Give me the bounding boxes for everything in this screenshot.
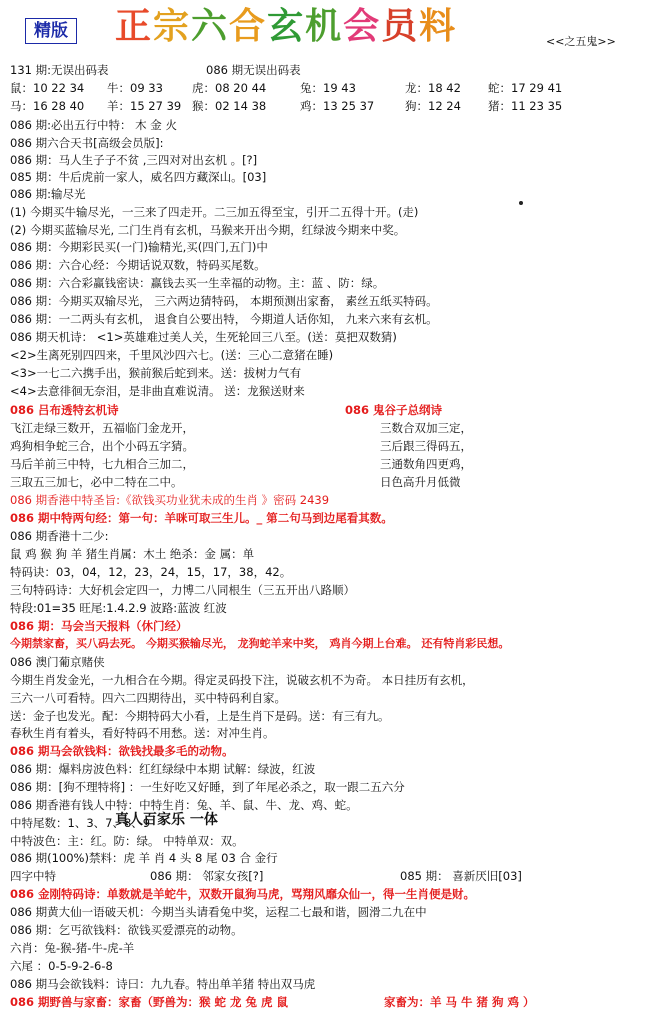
text-line: 086 期：一二两头有玄机， 退食自公要出特， 今期道人话你知， 九来六来有玄机。 (10, 312, 438, 326)
text-line: 086 期：[狗不理特将] ：一生好吃又好睡，到了年尾必杀之，取一跟二五六分 (10, 780, 405, 794)
text-line: 086 期香港十二少: (10, 529, 109, 543)
wild-domestic-left: 086 期野兽与家畜：家畜（野兽为：猴 蛇 龙 兔 虎 鼠 (10, 995, 289, 1009)
two-line-sutra: 086 期中特两句经：第一句：羊咪可取三生儿。_ 第二句马到边尾看其数。 (10, 511, 393, 525)
code-cell: 鼠：10 22 34 (10, 81, 85, 95)
text-line: 086 期：爆料房波色料：红红绿绿中本期 试解：绿波，红波 (10, 762, 316, 776)
poem-right-line: 三通数角四更鸡， (380, 457, 472, 471)
watermark-text: 真人百家乐 一体 (115, 812, 218, 828)
hk-saying: 086 期香港中特圣旨:《欲钱买功业犹未成的生肖 》密码 2439 (10, 493, 330, 507)
text-line: 086 期(100%)禁料：虎 羊 肖 4 头 8 尾 03 合 金行 (10, 851, 278, 865)
four-char-086: 086 期： 邻家女孩[?] (150, 869, 264, 883)
page-title (115, 6, 457, 47)
poem-left-line: 飞江走绿三数开，五福临门金龙开， (10, 421, 194, 435)
title-char: 六 (191, 5, 230, 47)
code-cell: 猴：02 14 38 (192, 99, 267, 113)
code-cell: 鸡：13 25 37 (300, 99, 375, 113)
text-line: 086 期:必出五行中特： 木 金 火 (10, 118, 177, 132)
code-cell: 马：16 28 40 (10, 99, 85, 113)
text-line: 086 期香港有钱人中特：中特生肖：兔、羊、鼠、牛、龙、鸡、蛇。 (10, 798, 358, 812)
table-title-left: 131 期:无误出码表 (10, 63, 109, 77)
text-line: 春秋生肖有着头，看好特码不用愁。送：对冲生肖。 (10, 726, 275, 740)
text-line: 六肖：兔-猴-猪-牛-虎-羊 (10, 941, 135, 955)
text-line: 中特波色：主：红。防：绿。 中特单双：双。 (10, 834, 244, 848)
poem-right-line: 三数合双加三定， (380, 421, 472, 435)
money-riddle-title: 086 期马会欲钱料：欲钱找最多毛的动物。 (10, 744, 234, 758)
text-line: 今期生肖发金光，一九相合在今期。得定灵码投下注，说破玄机不为奇。 本日挂历有玄机， (10, 673, 474, 687)
code-cell: 龙：18 42 (405, 81, 461, 95)
text-line: (1) 今期买牛输尽光，一三来了四走开。二三加五得至宝，引开二五得十开。(走) (10, 205, 419, 219)
horse-report-title: 086 期：马会当天报料（休门经） (10, 619, 188, 633)
text-line: 086 期：六合心经：今期话说双数，特码买尾数。 (10, 258, 266, 272)
text-line: 086 期天机诗： <1>英雄难过美人关，生死轮回三八至。(送：莫把双数猜) (10, 330, 397, 344)
text-line: 086 期马会欲钱料：诗曰：九九春。特出单羊猪 特出双马虎 (10, 977, 316, 991)
text-line: 六尾 ：0-5-9-2-6-8 (10, 959, 113, 973)
stray-dot (519, 201, 523, 205)
king-kong-poem: 086 金刚特码诗：单数就是羊蛇牛，双数开鼠狗马虎，骂翔风靡众仙一，得一生肖便是财。 (10, 887, 476, 901)
table-title-right: 086 期无误出码表 (206, 63, 301, 77)
text-line: <4>去意徘徊无奈泪，是非曲直难说清。 送：龙猴送财来 (10, 384, 305, 398)
code-cell: 蛇：17 29 41 (488, 81, 563, 95)
title-char: 合 (229, 5, 268, 47)
text-line: 086 期：马人生子子不贫 ,三四对对出玄机 。[?] (10, 153, 258, 167)
text-line: 中特尾数：1、3、7、8、9 (10, 816, 151, 830)
text-line: 086 期黄大仙一语破天机：今期当头请看兔中奖，运程二七最和谐，圆滑二九在中 (10, 905, 427, 919)
edition-badge: 精版 (25, 18, 77, 44)
poem-right-line: 日色高升月低微 (380, 475, 461, 489)
text-line: 086 期：六合彩赢钱密诀：赢钱去买一生幸福的动物。主：蓝 、防：绿。 (10, 276, 385, 290)
poem-left-line: 鸡狗相争蛇三合，出个小码五字猜。 (10, 439, 194, 453)
text-line: 085 期：牛后虎前一家人，威名四方藏深山。[03] (10, 170, 267, 184)
text-line: 086 期:输尽光 (10, 187, 86, 201)
title-char: 料 (419, 5, 458, 47)
horse-report-body: 今期禁家畜，买八码去死。 今期买猴输尽光， 龙狗蛇羊来中奖， 鸡肖今期上台难。 还有特肖彩民想。 (10, 637, 510, 650)
title-char: 宗 (153, 5, 192, 47)
code-cell: 羊：15 27 39 (107, 99, 182, 113)
four-char-085: 085 期： 喜新厌旧[03] (400, 869, 522, 883)
code-cell: 兔：19 43 (300, 81, 356, 95)
text-line: 086 期：乞丐欲钱料：欲钱买爱漂亮的动物。 (10, 923, 243, 937)
code-cell: 猪：11 23 35 (488, 99, 563, 113)
text-line: 086 期：今期彩民买(一门)输精光,买(四门,五门)中 (10, 240, 268, 254)
text-line: <2>生离死别四四来，千里风沙四六七。(送：三心二意猪在睡) (10, 348, 334, 362)
text-line: 特码诀：03，04，12，23，24，15，17，38，42。 (10, 565, 292, 579)
poem-left-line: 马后羊前三中特，七九相合三加二， (10, 457, 194, 471)
title-char: 会 (343, 5, 382, 47)
title-char: 员 (381, 5, 420, 47)
code-cell: 牛：09 33 (107, 81, 163, 95)
text-line: 鼠 鸡 猴 狗 羊 猪生肖属：木土 绝杀：金 属：单 (10, 547, 255, 561)
text-line: 三六一八可看特。四六二四期待出，买中特码利自家。 (10, 691, 286, 705)
code-cell: 虎：08 20 44 (192, 81, 267, 95)
title-char: 机 (305, 5, 344, 47)
text-line: 086 澳门葡京赌侠 (10, 655, 105, 669)
code-cell: 狗：12 24 (405, 99, 461, 113)
poem-right-title: 086 鬼谷子总纲诗 (345, 403, 443, 417)
text-line: 送：金子也发光。配：今期特码大小看，上是生肖下是码。送：有三有九。 (10, 709, 390, 723)
poem-left-line: 三取五三加七，必中二特在二中。 (10, 475, 183, 489)
poem-right-line: 三后跟三得码五， (380, 439, 472, 453)
four-char-label: 四字中特 (10, 869, 56, 883)
title-char: 玄 (267, 5, 306, 47)
wild-domestic-right: 家畜为：羊 马 牛 猪 狗 鸡 ） (384, 995, 535, 1009)
text-line: <3>一七二六携手出，猴前猴后蛇到来。送：拔树力气有 (10, 366, 302, 380)
text-line: 086 期六合天书[高级会员版]: (10, 136, 164, 150)
text-line: (2) 今期买蓝输尽光, 二门生肖有玄机，马猴来开出今期，红绿波今期来中奖。 (10, 223, 406, 237)
text-line: 086 期：今期买双输尽光， 三六两边猜特码， 本期预测出家畜， 素丝五纸买特码。 (10, 294, 438, 308)
title-char: 正 (115, 5, 154, 47)
poem-left-title: 086 吕布透特玄机诗 (10, 403, 119, 417)
author-tag: <<之五鬼>> (546, 35, 616, 48)
text-line: 特段:01=35 旺尾:1.4.2.9 波路:蓝波 红波 (10, 601, 227, 615)
text-line: 三句特码诗：大好机会定四一，力博二八同根生（三五开出八路顺） (10, 583, 355, 597)
